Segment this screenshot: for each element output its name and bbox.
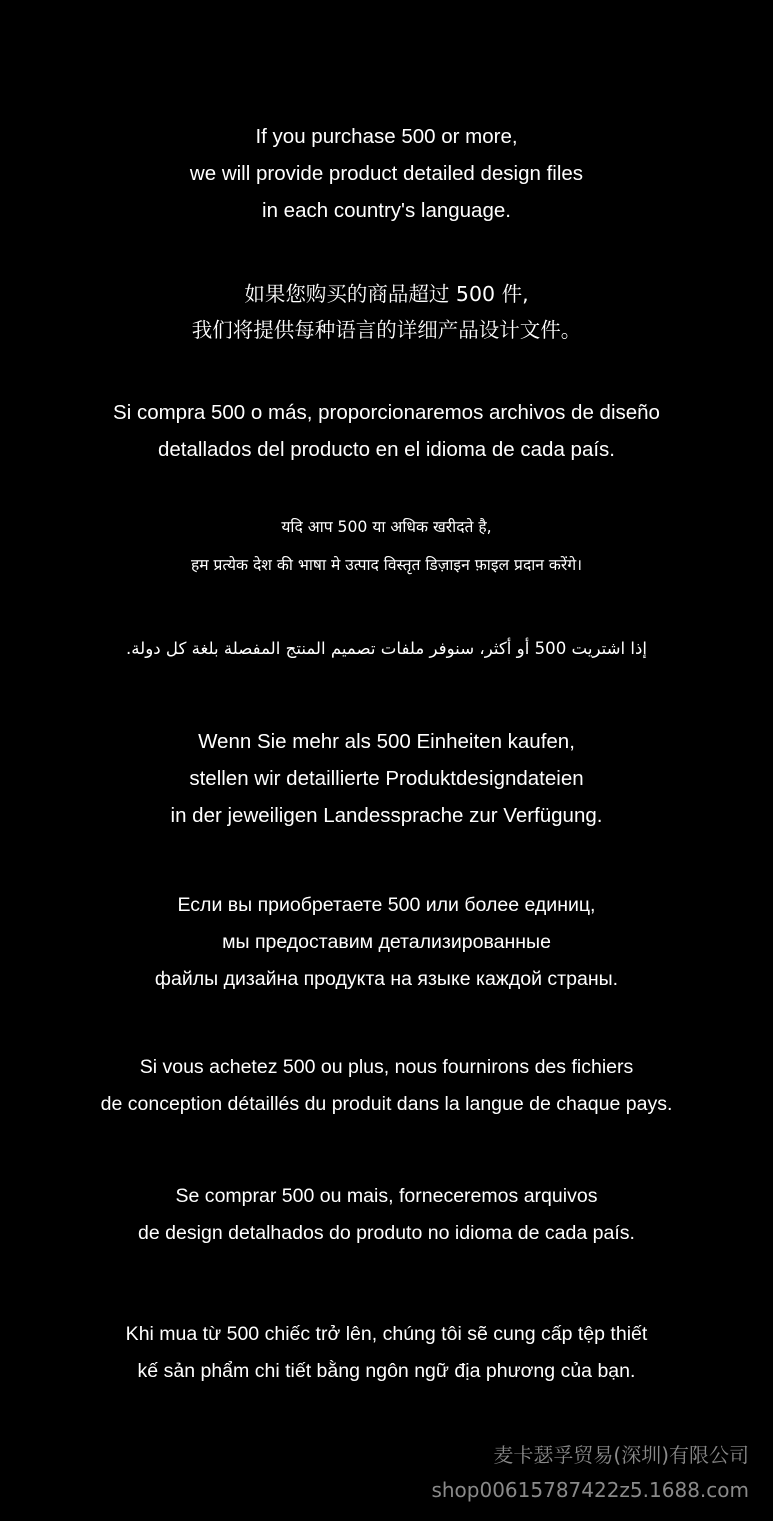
spanish-message bbox=[0, 394, 773, 468]
russian-line-2: мы предоставим детализированные bbox=[222, 931, 551, 953]
spanish-line-2: detallados del producto en el idioma de cada país. bbox=[157, 438, 615, 461]
german-line-3: in der jeweiligen Landessprache zur Verfügung. bbox=[170, 804, 603, 827]
english-line-1: If you purchase 500 or more, bbox=[255, 125, 518, 148]
hindi-line-2: हम प्रत्येक देश की भाषा मे उत्पाद विस्तृत डिज़ाइन फ़ाइल प्रदान करेंगे। bbox=[190, 555, 583, 574]
watermark-shop-url: shop00615787422z5.1688.com bbox=[431, 1478, 749, 1502]
english-line-2: we will provide product detailed design files bbox=[189, 162, 584, 185]
russian-line-3: файлы дизайна продукта на языке каждой страны. bbox=[154, 968, 619, 990]
vietnamese-line-1: Khi mua từ 500 chiếc trở lên, chúng tôi sẽ cung cấp tệp thiết bbox=[125, 1323, 648, 1345]
english-line-3: in each country's language. bbox=[262, 199, 511, 222]
spanish-line-1: Si compra 500 o más, proporcionaremos archivos de diseño bbox=[113, 401, 660, 424]
german-line-1: Wenn Sie mehr als 500 Einheiten kaufen, bbox=[198, 730, 575, 753]
vietnamese-message bbox=[0, 1316, 773, 1390]
russian-line-1: Если вы приобретаете 500 или более единиц, bbox=[177, 894, 596, 916]
chinese-line-1: 如果您购买的商品超过 500 件, bbox=[244, 282, 529, 306]
german-message bbox=[0, 723, 773, 834]
german-line-2: stellen wir detaillierte Produktdesigndateien bbox=[189, 767, 584, 790]
french-message bbox=[0, 1049, 773, 1123]
english-message bbox=[0, 118, 773, 229]
chinese-line-2: 我们将提供每种语言的详细产品设计文件。 bbox=[191, 318, 582, 342]
portuguese-line-2: de design detalhados do produto no idioma de cada país. bbox=[138, 1222, 635, 1244]
watermark-company: 麦卡瑟孚贸易(深圳)有限公司 bbox=[493, 1443, 749, 1467]
arabic-line-1: إذا اشتريت 500 أو أكثر، سنوفر ملفات تصميم المنتج المفصلة بلغة كل دولة. bbox=[125, 639, 648, 658]
hindi-line-1: यदि आप 500 या अधिक खरीदते है, bbox=[281, 517, 492, 536]
french-line-1: Si vous achetez 500 ou plus, nous fournirons des fichiers bbox=[139, 1056, 634, 1078]
french-line-2: de conception détaillés du produit dans la langue de chaque pays. bbox=[100, 1093, 673, 1115]
chinese-message bbox=[0, 276, 773, 348]
arabic-message bbox=[0, 636, 773, 662]
hindi-message bbox=[0, 508, 773, 584]
vietnamese-line-2: kế sản phẩm chi tiết bằng ngôn ngữ địa phương của bạn. bbox=[137, 1360, 636, 1382]
portuguese-line-1: Se comprar 500 ou mais, forneceremos arquivos bbox=[175, 1185, 598, 1207]
russian-message bbox=[0, 887, 773, 998]
portuguese-message bbox=[0, 1178, 773, 1252]
